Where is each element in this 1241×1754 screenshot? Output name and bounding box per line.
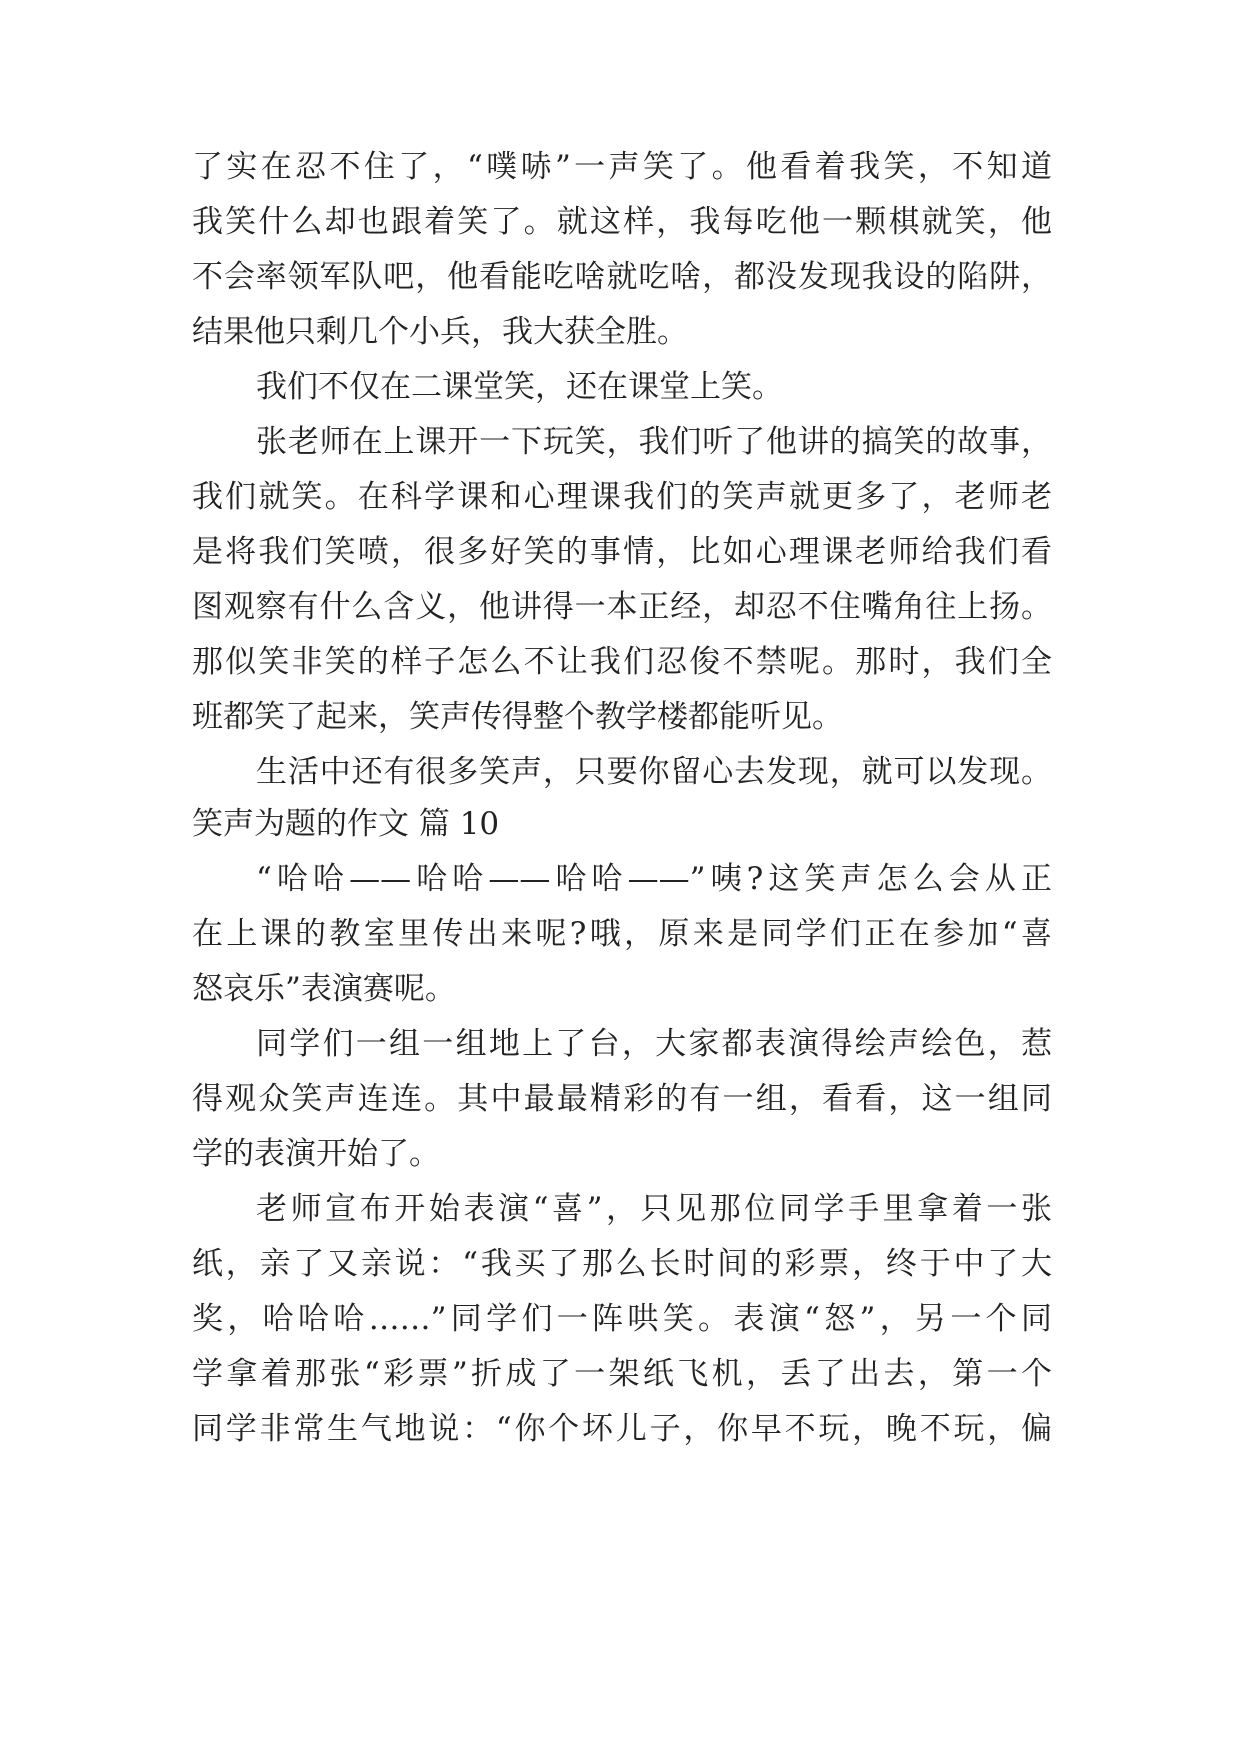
text-line: 结果他只剩几个小兵，我大获全胜。 bbox=[192, 314, 688, 350]
text-line: 同学们一组一组地上了台，大家都表演得绘声绘色，惹 bbox=[256, 1026, 1052, 1062]
text-line: “哈哈——哈哈——哈哈——”咦?这笑声怎么会从正 bbox=[256, 861, 1052, 897]
text-line: 图观察有什么含义，他讲得一本正经，却忍不住嘴角往上扬。 bbox=[192, 589, 1052, 625]
text-line: 了实在忍不住了，“噗哧”一声笑了。他看着我笑，不知道 bbox=[192, 149, 1052, 185]
text-line: 生活中还有很多笑声，只要你留心去发现，就可以发现。 bbox=[256, 754, 1052, 790]
text-line: 我笑什么却也跟着笑了。就这样，我每吃他一颗棋就笑，他 bbox=[192, 204, 1052, 240]
text-line: 那似笑非笑的样子怎么不让我们忍俊不禁呢。那时，我们全 bbox=[192, 644, 1052, 680]
text-line: 我们就笑。在科学课和心理课我们的笑声就更多了，老师老 bbox=[192, 479, 1052, 515]
text-line: 班都笑了起来，笑声传得整个教学楼都能听见。 bbox=[192, 699, 843, 735]
text-line: 张老师在上课开一下玩笑，我们听了他讲的搞笑的故事， bbox=[256, 424, 1052, 460]
text-line: 学的表演开始了。 bbox=[192, 1136, 440, 1172]
text-line: 怒哀乐”表演赛呢。 bbox=[192, 971, 456, 1007]
section-heading: 笑声为题的作文 篇 10 bbox=[192, 806, 500, 842]
text-line: 得观众笑声连连。其中最最精彩的有一组，看看，这一组同 bbox=[192, 1081, 1052, 1117]
text-line: 在上课的教室里传出来呢?哦，原来是同学们正在参加“喜 bbox=[192, 916, 1052, 952]
text-line: 同学非常生气地说：“你个坏儿子，你早不玩，晚不玩，偏 bbox=[192, 1411, 1052, 1447]
text-line: 学拿着那张“彩票”折成了一架纸飞机，丢了出去，第一个 bbox=[192, 1356, 1052, 1392]
text-line: 纸，亲了又亲说：“我买了那么长时间的彩票，终于中了大 bbox=[192, 1246, 1052, 1282]
text-line: 老师宣布开始表演“喜”，只见那位同学手里拿着一张 bbox=[256, 1191, 1052, 1227]
text-line: 我们不仅在二课堂笑，还在课堂上笑。 bbox=[256, 369, 783, 405]
text-line: 是将我们笑喷，很多好笑的事情，比如心理课老师给我们看 bbox=[192, 534, 1052, 570]
text-line: 奖，哈哈哈……”同学们一阵哄笑。表演“怒”，另一个同 bbox=[192, 1301, 1052, 1337]
text-line: 不会率领军队吧，他看能吃啥就吃啥，都没发现我设的陷阱， bbox=[192, 259, 1052, 295]
